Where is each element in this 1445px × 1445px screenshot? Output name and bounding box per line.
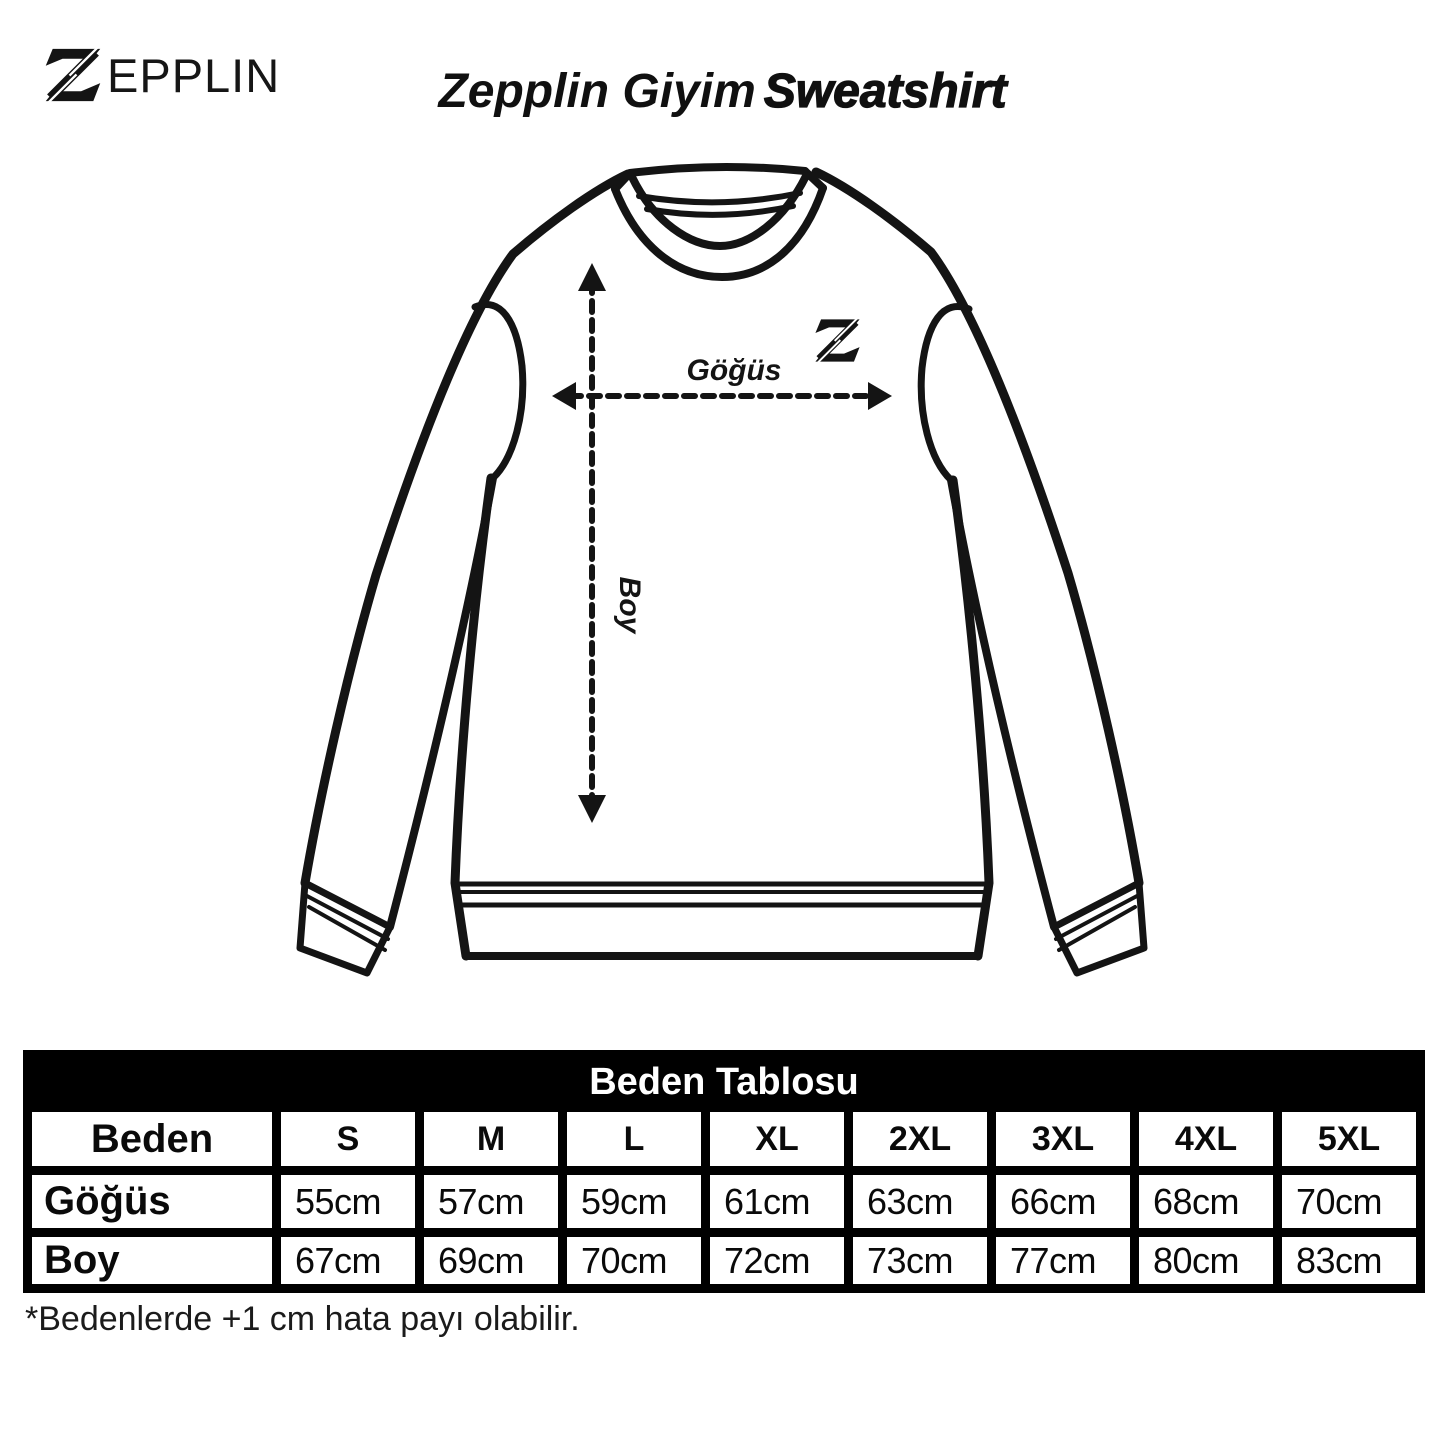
arrowhead-up — [578, 263, 606, 291]
length-label: Boy — [613, 576, 646, 634]
size-value-cell: 72cm — [710, 1237, 844, 1284]
size-value-cell: 73cm — [853, 1237, 987, 1284]
title-prefix: Zepplin Giyim — [438, 65, 756, 118]
size-table-corner-label: Beden — [32, 1112, 272, 1166]
size-table — [23, 1050, 1425, 1293]
size-value-cell: 70cm — [567, 1237, 701, 1284]
arrowhead-left — [552, 382, 576, 410]
size-header-cell: 2XL — [853, 1112, 987, 1166]
row-label-length: Boy — [32, 1237, 272, 1284]
title-product-name: Sweatshirt — [763, 65, 1007, 118]
chest-z-logo-icon — [815, 317, 859, 363]
arrowhead-right — [868, 382, 892, 410]
page-title — [0, 64, 1445, 119]
arrowhead-down — [578, 795, 606, 823]
size-header-cell: L — [567, 1112, 701, 1166]
size-value-cell: 55cm — [281, 1175, 415, 1228]
size-value-cell: 57cm — [424, 1175, 558, 1228]
size-value-cell: 63cm — [853, 1175, 987, 1228]
sweatshirt-outline-drawing — [272, 150, 1172, 1050]
size-header-cell: S — [281, 1112, 415, 1166]
size-header-cell: M — [424, 1112, 558, 1166]
size-header-cell: 5XL — [1282, 1112, 1416, 1166]
sweatshirt-diagram — [272, 150, 1172, 1050]
size-value-cell: 68cm — [1139, 1175, 1273, 1228]
size-header-cell: XL — [710, 1112, 844, 1166]
size-value-cell: 69cm — [424, 1237, 558, 1284]
size-table-grid — [32, 1112, 1416, 1284]
chest-label: Göğüs — [686, 354, 782, 387]
size-value-cell: 83cm — [1282, 1237, 1416, 1284]
size-value-cell: 67cm — [281, 1237, 415, 1284]
size-header-cell: 3XL — [996, 1112, 1130, 1166]
size-value-cell: 80cm — [1139, 1237, 1273, 1284]
size-value-cell: 61cm — [710, 1175, 844, 1228]
brand-wordmark: EPPLIN — [107, 48, 281, 102]
size-value-cell: 77cm — [996, 1237, 1130, 1284]
row-label-chest: Göğüs — [32, 1175, 272, 1228]
size-value-cell: 66cm — [996, 1175, 1130, 1228]
size-tolerance-footnote: *Bedenlerde +1 cm hata payı olabilir. — [25, 1300, 580, 1338]
size-header-cell: 4XL — [1139, 1112, 1273, 1166]
size-value-cell: 70cm — [1282, 1175, 1416, 1228]
size-value-cell: 59cm — [567, 1175, 701, 1228]
size-table-title: Beden Tablosu — [589, 1061, 859, 1103]
